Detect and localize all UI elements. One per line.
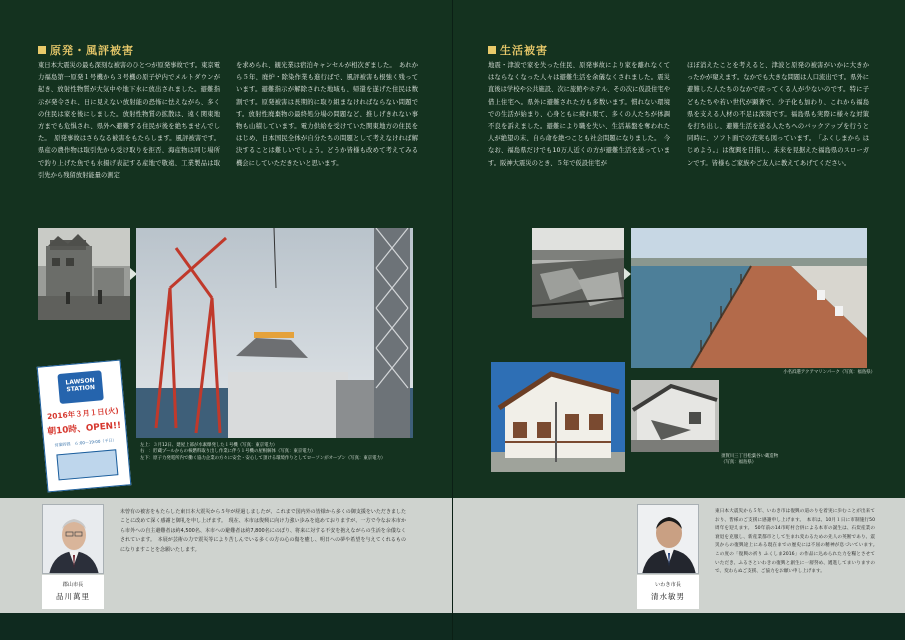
storehouse-caption: 須賀川三丁目松葉谷い蔵造物（写真：福島県） [721,454,779,466]
mayor-nameplate [42,575,104,609]
pier-caption: 小名浜港アクアマリンパーク（写真：福島県） [783,370,875,375]
lawson-opening-poster [37,360,132,493]
lawson-logo [57,370,103,404]
nuclear-text-col1: 東日本大震災の最も深刻な被害のひとつが原発事故です。東京電力福島第一原発１号機から３号機の原子炉内でメルトダウンが起き、放射性物質が大気中や地下水に放出されました。避難指示が発令され、日に見えない放射能の恐怖に怯えながら、多くの住民は家を後にしました。放射性物質の拡散は、遠く関東地方までも危惧され、県外へ避難する住民が後を絶ちませんでした。 原発事故はさらなる被害をもたらします。風評被害です。県産の農作物は取引先から受け取りを拒否、海産物は同じ場所で釣り上げた魚でも水揚げ表記する産地で敬遠、工業製品は取引先から残留放射能量の測定 [38,62,220,179]
nuclear-heading: 原発・風評被害 [38,42,134,58]
mayor-name: 清水敏男 [651,592,685,601]
iwaki-mayor-band [453,498,905,613]
caption-right: 右 ：貯蔵プールからの核燃料取り出し作業に伴う１号機の屋根解体（写真：東京電力） [140,449,316,455]
poster-time: 朝10時、OPEN!! [46,420,122,438]
right-page [453,0,905,640]
life-text-col1: 地震・津波で家を失った住民、原発事故により家を離れなくてはならなくなった人々は避難生活を余儀なくされました。震災直後は学校や公共施設、次に旅館やホテル、その次に仮設住宅や借上住宅へ。県外に避難された方も多数います。慣れない環境での生活が始まり、心身ともに疲れ果て、多くの人たちが体調不良を訴えました。避難により職を失い、生活基盤を奪われた人が絶望の末、自ら命を絶つことも社会問題になりました。 今なお、福島県だけでも10万人近くの方が避難生活を送っています。阪神大震災のとき、５年で仮設住宅が [488,62,670,167]
heading-marker-icon [488,46,496,54]
crane-roof-removal-photo [136,228,413,438]
reactor-damage-photo [38,228,130,320]
caption-bottom-left: 左下：原子力発電所内で働く協力企業の方々に安全・安心して頂ける環境作りとしてローソンがオープン（写真：東京電力） [140,455,386,461]
mayor-title: 郡山市長 [62,582,84,588]
mayor-title: いわき市長 [655,582,681,588]
storehouse-damage-photo [631,380,719,452]
koriyama-mayor-band [0,498,452,613]
mayor-name: 品川萬里 [56,592,90,601]
poster-date: 2016年３月１日(火) [46,405,119,422]
caption-top-left: 左上：３月12日、建屋上部が水素爆発した１号機（写真：東京電力） [140,443,278,448]
heading-marker-icon [38,46,46,54]
left-footer [0,613,452,640]
logo-text-bottom: STATION [66,383,96,394]
poster-store-image [56,449,118,480]
life-text-col2: ほぼ消えたことを考えると、津波と原発の被害がいかに大きかったかが窺えます。なかでも大きな問題は人口流出です。県外に避難した人たちのなかで戻ってくる人が少ないのです。特に子どもたちや若い世代が顕著で、少子化も加わり、これから福島県を支える人材の不足は深刻です。福島県も実際に様々な対策を打ち出し、避難生活を送る人たちへのバックアップを行うと同時に、ソフト面での充実も図っています。 「ふくしまから はじめよう。」は復興を目指し、未来を見据えた福島県のスローガンです。皆様もご家族やご友人に教えてあげてください。 [687,62,869,167]
nuclear-text-col2: を求められ、観光業は宿泊キャンセルが相次ぎました。 あれから５年、廃炉・除染作業も進行ばで、風評被害も根強く残っています。避難指示が解除された地域も、帰還を遂げた住民は数割です。原発被害は長期的に取り組まなければならない問題です。放射性廃棄物の最終処分場の問題など、推しげきれない事物も山積しています。電力供給を受けていた関東地方の住民をはじめ、日本国民全体が自分たちの問題として考えなければ解決することは難しいでしょう。どうか皆様も改めて考えてみる機会にしていただきたいと思います。 [236,62,418,167]
storehouse-photo [491,362,625,472]
mayor-nameplate [637,575,699,609]
mayor-portrait [637,504,699,574]
mayor-message: 未曾有の被害をもたらした東日本大震災から５年が経過しましたが、これまで国内外の皆様から多くの御支援をいただきましたことに改めて深く感謝と御礼を申し上げます。 現在、本市は復興に向け力強い歩みを進めておりますが、一方で今なお本市から市外への自主避難者は約4,500名、本市への避難者は約7,800名にのぼり、将来に対する不安を抱えながらの生活を余儀なくされています。 本展が芸術の力で震災等により苦しんでいる多くの方の心の傷を癒し、明日への夢や希望を与えてくれるものになりますことを念願いたします。 [120,509,406,553]
nuclear-photo-captions [140,443,430,462]
poster-hours: 営業時間 ６:00～19:00（平日） [54,437,117,448]
mayor-message: 東日本大震災から５年、いわき市は復興の道のりを着実に歩むことが出来ており、皆様のご支援に感謝申し上げます。 本市は、10月１日に市制施行50周年を迎えます。 50年前の14市町村合併による本市の誕生は、石炭産業の衰退を克服し、新産業都市として生まれ変わるための先人の英断であり、震災からの復興途上にある現在までの歴史には不屈の精神が息づいています。 この度の「復興の祈り ふくしま2016」の作品に込められた力を糧とさせていただき、ふるさといわきの復興と創生に一層努め、邁進してまいりますので、変わらぬご支援、ご協力をお願い申し上げます。 [715,509,880,575]
aquamarine-park-photo [631,228,867,368]
life-damage-heading: 生活被害 [488,42,548,58]
arrow-icon [624,268,631,280]
left-page [0,0,452,640]
right-footer [453,613,905,640]
logo-text-top: LAWSON [65,376,95,387]
pier-damage-photo [532,228,624,318]
mayor-portrait [42,504,104,574]
